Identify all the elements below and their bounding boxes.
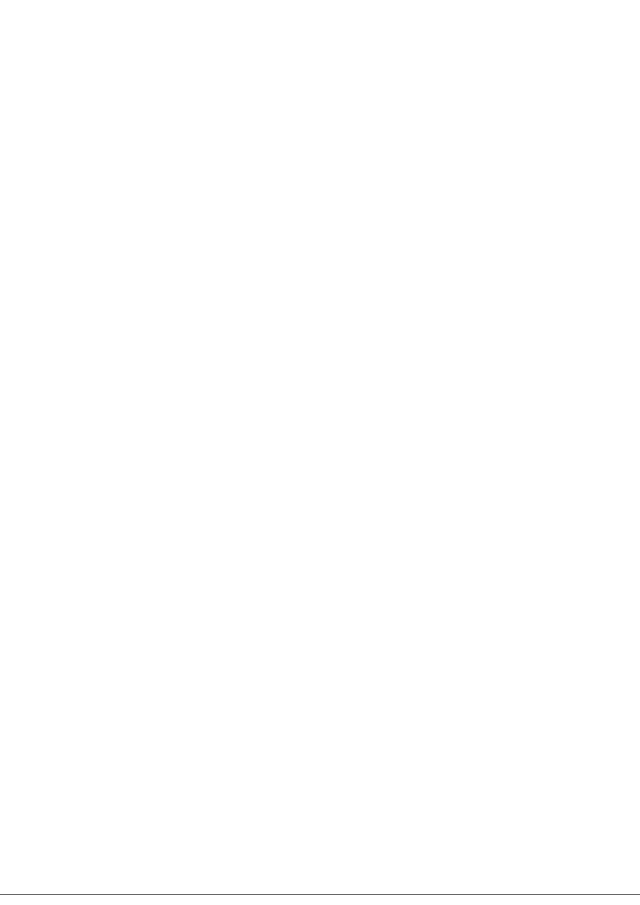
page-bottom-divider xyxy=(0,894,640,895)
